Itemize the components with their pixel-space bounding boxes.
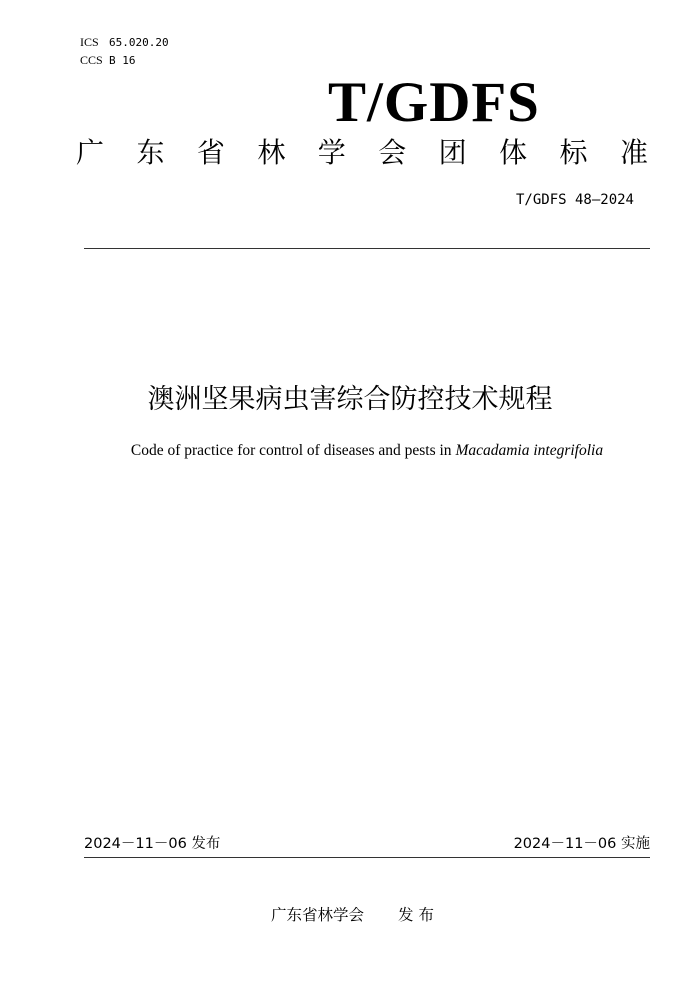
org-name-char: 东 <box>136 136 165 169</box>
implementation-date: 2024－11－06 实施 <box>513 836 650 852</box>
org-name-char: 体 <box>499 136 528 169</box>
english-title-prefix: Code of practice for control of diseases and pests in <box>130 442 456 459</box>
footer-divider <box>84 857 650 858</box>
issue-date: 2024－11－06 发布 <box>84 836 221 852</box>
publisher-line <box>271 904 434 926</box>
standard-number: T/GDFS 48—2024 <box>515 192 634 208</box>
org-name-char: 会 <box>378 136 407 169</box>
org-name-char: 准 <box>619 136 648 169</box>
standard-code-logo: T/GDFS <box>328 71 540 134</box>
org-name-char: 团 <box>438 136 467 169</box>
ccs-label: CCS <box>80 53 103 67</box>
publisher-action: 发 布 <box>398 906 434 924</box>
ccs-classification <box>80 53 136 68</box>
header-divider <box>84 248 650 249</box>
ccs-value: B 16 <box>109 54 136 67</box>
document-title-english <box>0 440 700 462</box>
organization-standard-name <box>76 133 648 173</box>
ics-label: ICS <box>80 35 99 49</box>
org-name-char: 省 <box>196 136 225 169</box>
english-title-species: Macadamia integrifolia <box>455 442 604 459</box>
document-title-chinese: 澳洲坚果病虫害综合防控技术规程 <box>147 384 553 415</box>
org-name-char: 学 <box>317 136 346 169</box>
org-name-char: 标 <box>559 136 588 169</box>
ics-classification <box>80 35 169 50</box>
ics-value: 65.020.20 <box>109 36 169 49</box>
publisher-org: 广东省林学会 <box>271 906 365 924</box>
org-name-char: 广 <box>76 136 105 169</box>
org-name-char: 林 <box>257 136 286 169</box>
